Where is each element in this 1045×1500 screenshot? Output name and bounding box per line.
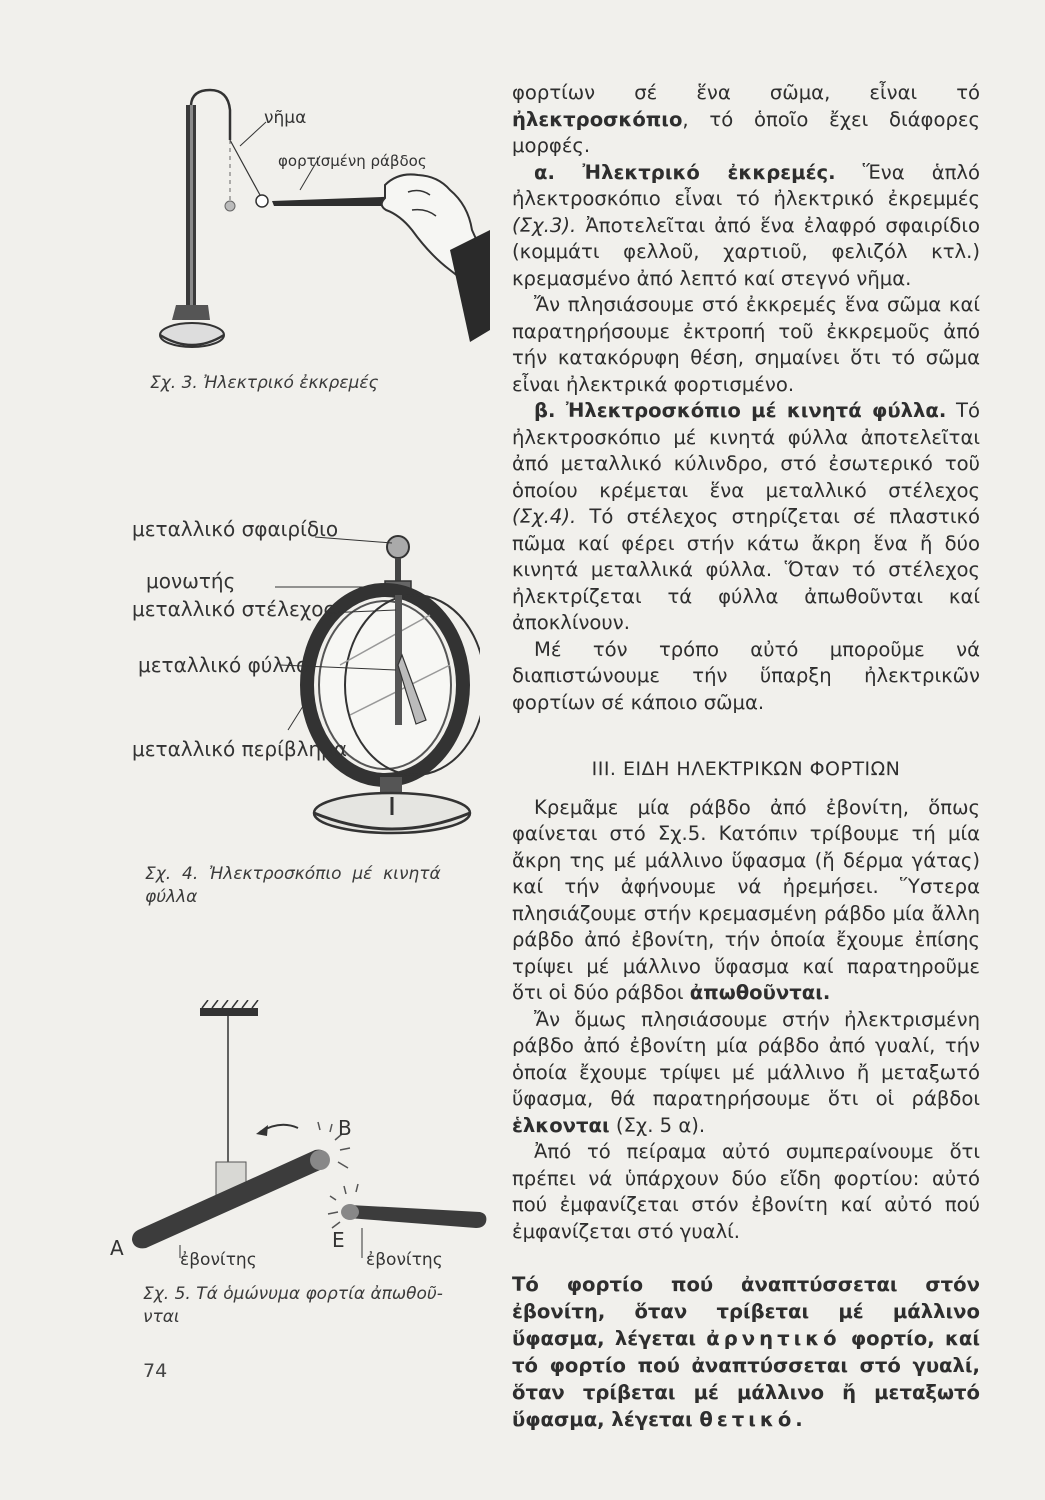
figure-leaf-electroscope bbox=[130, 515, 480, 845]
figure-5-caption bbox=[143, 1283, 488, 1329]
label-metal-stem: μεταλλικό στέλεχος bbox=[132, 597, 336, 621]
paragraph-intro: φορτίων σέ ἕνα σῶμα, εἶναι τό ἠλεκτροσκόπιο, τό ὁποῖο ἔχει διάφορες μορφές. bbox=[512, 81, 980, 157]
figure-4-caption bbox=[145, 863, 475, 909]
paragraph-glass-rod: Ἄν ὅμως πλησιάσουμε στήν ἠλεκτρισμένη ράβδο ἀπό ἐβονίτη μία ράβδο ἀπό γυαλί, τήν ὁποία ἔχουμε τρίψει μέ μάλλινο ἤ μεταξωτό ὕφασμα, θά παρατηρήσουμε ὅτι οἱ ράβδοι ἑλκονται (Σχ. 5 α). bbox=[512, 1007, 980, 1137]
paragraph-deflection: Ἄν πλησιάσουμε στό ἐκκρεμές ἕνα σῶμα καί παρατηρήσουμε ἐκτροπή τοῦ ἐκκρεμοῦς ἀπό τήν κατακόρυφη θέση, σημαίνει ὅτι τό σῶμα εἶναι ἠλεκτρικά φορτισμένο. bbox=[512, 293, 980, 396]
pendulum-drawing bbox=[150, 80, 490, 370]
paragraph-pendulum: α. Ἠλεκτρικό ἐκκρεμές. Ἕνα ἁπλό ἠλεκτροσκόπιο εἶναι τό ἠλεκτρικό ἐκρεμμές (Σχ.3). Ἀποτελεῖται ἀπό ἕνα ἐλαφρό σφαιρίδιο (κομμάτι φελλοῦ, χαρτιοῦ, φελιζόλ κτλ.) κρεμασμένο ἀπό λεπτό καί στεγνό νῆμα. bbox=[512, 160, 981, 290]
figure-5-caption-line2: νται bbox=[143, 1307, 180, 1327]
label-charged-rod: φορτισμένη ράβδος bbox=[278, 152, 427, 170]
label-A: Α bbox=[110, 1236, 124, 1260]
figure-ebonite-rods bbox=[110, 1000, 490, 1270]
text-column bbox=[512, 80, 980, 1433]
label-B: Β bbox=[338, 1116, 352, 1140]
figure-5-caption-line1: Σχ. 5. Τά ὁμώνυμα φορτία ἀπωθοῦ- bbox=[143, 1284, 443, 1304]
label-metal-ball: μεταλλικό σφαιρίδιο bbox=[132, 517, 339, 541]
label-ebonite-hand: ἐβονίτης bbox=[366, 1250, 443, 1270]
ebonite-rods-drawing bbox=[110, 1000, 490, 1260]
paragraph-detection: Μέ τόν τρόπο αὐτό μποροῦμε νά διαπιστώνουμε τήν ὕπαρξη ἠλεκτρικῶν φορτίων σέ κάποιο σῶμα. bbox=[512, 637, 980, 714]
paragraph-conclusion: Ἀπό τό πείραμα αὐτό συμπεραίνουμε ὅτι πρέπει νά ὑπάρχουν δύο εἴδη φορτίου: αὐτό πού ἐμφανίζεται στόν ἐβονίτη καί αὐτό πού ἐμφανίζεται στό γυαλί. bbox=[512, 1140, 980, 1243]
figure-3-caption: Σχ. 3. Ἠλεκτρικό ἐκκρεμές bbox=[150, 373, 379, 393]
figure-4-caption-line1: Σχ. 4. Ἠλεκτροσκόπιο μέ κινητά bbox=[145, 864, 441, 884]
label-E: Ε bbox=[332, 1228, 345, 1252]
label-thread: νῆμα bbox=[264, 108, 307, 128]
electroscope-drawing bbox=[130, 515, 480, 845]
figure-electric-pendulum bbox=[150, 80, 490, 370]
paragraph-leaf-electroscope: β. Ἠλεκτροσκόπιο μέ κινητά φύλλα. Τό ἠλεκτροσκόπιο μέ κινητά φύλλα ἀποτελεῖται ἀπό μεταλλικό κύλινδρο, στό ἐσωτερικό τοῦ ὁποίου κρέμεται ἕνα μεταλλικό στέλεχος (Σχ.4). Τό στέλεχος στηρίζεται σέ πλαστικό πῶμα καί φέρει στήν κάτω ἄκρη ἕνα ἤ δύο κινητά μεταλλικά φύλλα. Ὅταν τό στέλεχος ἠλεκτρίζεται τά φύλλα ἀπωθοῦνται καί ἀποκλίνουν. bbox=[512, 399, 981, 634]
section-heading: ΙΙΙ. ΕΙΔΗ ΗΛΕΚΤΡΙΚΩΝ ΦΟΡΤΙΩΝ bbox=[591, 758, 901, 780]
paragraph-definition: Τό φορτίο πού ἀναπτύσσεται στόν ἐβονίτη, ὅταν τρίβεται μέ μάλλινο ὕφασμα, λέγεται ἀρνητικό φορτίο, καί τό φορτίο πού ἀναπτύσσεται στό γυαλί, ὅταν τρίβεται μέ μάλλινο ἤ μεταξωτό ὕφασμα, λέγεται θετικό. bbox=[512, 1273, 980, 1431]
label-insulator: μονωτής bbox=[146, 569, 236, 593]
figure-4-caption-line2: φύλλα bbox=[145, 887, 198, 907]
paragraph-experiment: Κρεμᾶμε μία ράβδο ἀπό ἐβονίτη, ὅπως φαίνεται στό Σχ.5. Κατόπιν τρίβουμε τή μία ἄκρη της μέ μάλλινο ὕφασμα (ἤ δέρμα γάτας) καί τήν ἀφήνουμε νά ἠρεμήσει. Ὕστερα πλησιάζουμε στήν κρεμασμένη ράβδο μία ἄλλη ράβδο ἀπό ἐβονίτη, τήν ὁποία ἔχουμε ἐπίσης τρίψει μέ μάλλινο ὕφασμα καί παρατηροῦμε ὅτι οἱ δύο ράβδοι ἀπωθοῦνται. bbox=[512, 795, 980, 1004]
label-metal-case: μεταλλικό περίβλημα bbox=[132, 737, 348, 761]
page-number: 74 bbox=[143, 1360, 168, 1382]
label-ebonite-suspended: ἐβονίτης bbox=[180, 1250, 257, 1270]
label-metal-leaf: μεταλλικό φύλλο bbox=[138, 653, 309, 677]
